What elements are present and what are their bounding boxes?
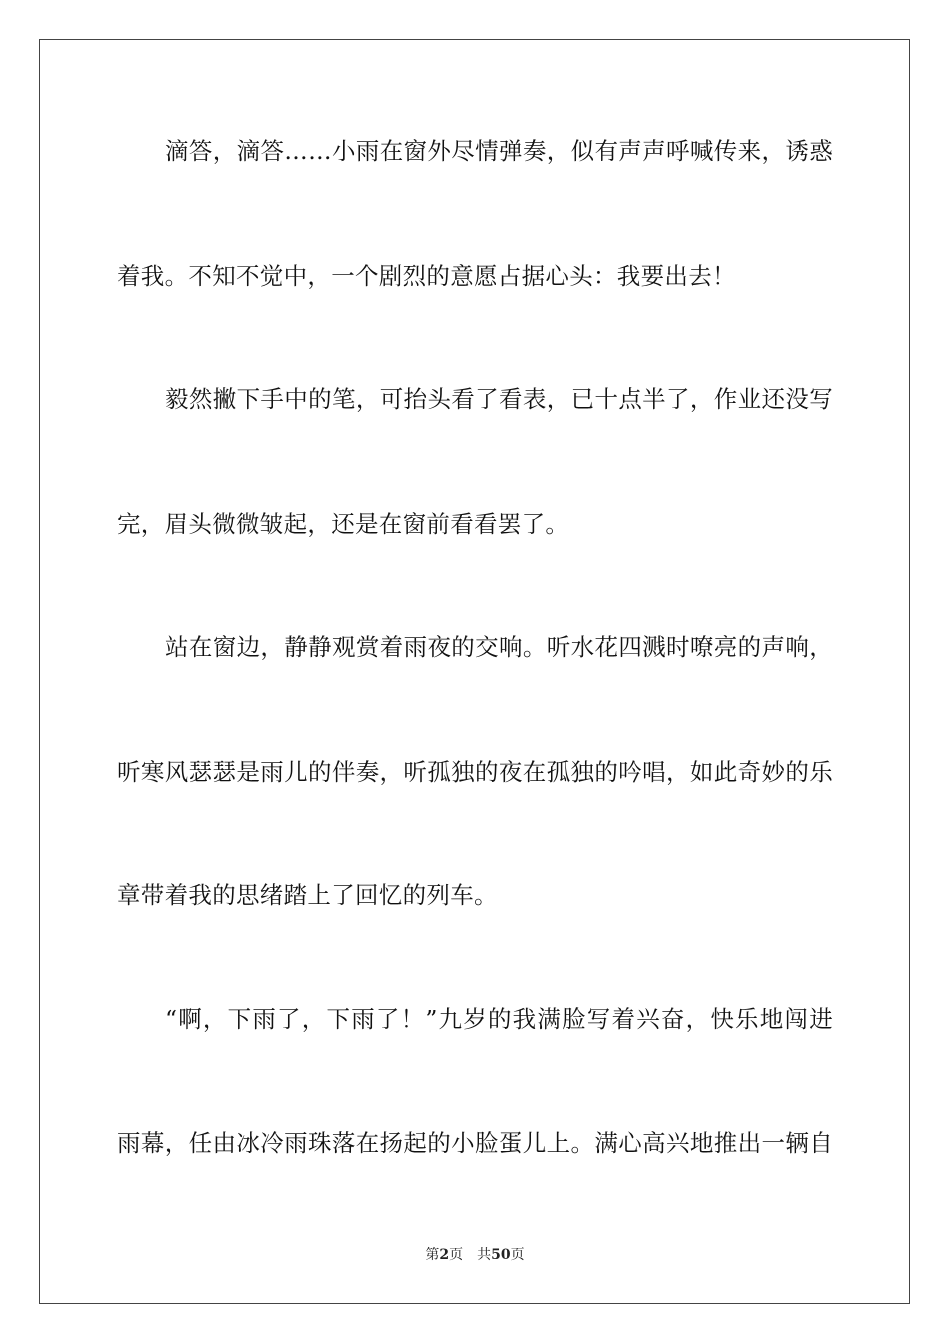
text-line: 完，眉头微微皱起，还是在窗前看看罢了。 bbox=[117, 510, 570, 538]
page-border bbox=[39, 39, 910, 1304]
page-footer bbox=[0, 1246, 950, 1264]
text-line: 雨幕，任由冰冷雨珠落在扬起的小脸蛋儿上。满心高兴地推出一辆自 bbox=[117, 1129, 833, 1157]
text-line: 着我。不知不觉中，一个剧烈的意愿占据心头：我要出去！ bbox=[117, 262, 736, 290]
text-line: 听寒风瑟瑟是雨儿的伴奏，听孤独的夜在孤独的吟唱，如此奇妙的乐 bbox=[117, 758, 833, 786]
footer-page-prefix: 第 bbox=[425, 1247, 440, 1263]
footer-total-pages: 50 bbox=[491, 1247, 511, 1263]
text-line: 章带着我的思绪踏上了回忆的列车。 bbox=[117, 881, 498, 909]
text-line: 滴答，滴答……小雨在窗外尽情弹奏，似有声声呼喊传来，诱惑 bbox=[165, 137, 833, 165]
footer-total-prefix: 共 bbox=[477, 1247, 492, 1263]
footer-page-suffix: 页 bbox=[449, 1247, 464, 1263]
text-line: 站在窗边，静静观赏着雨夜的交响。听水花四溅时嘹亮的声响， bbox=[165, 633, 833, 661]
text-line: “啊，下雨了，下雨了！”九岁的我满脸写着兴奋，快乐地闯进 bbox=[165, 1005, 833, 1033]
text-line: 毅然撇下手中的笔，可抬头看了看表，已十点半了，作业还没写 bbox=[165, 385, 833, 413]
footer-total-suffix: 页 bbox=[510, 1247, 525, 1263]
footer-page-number: 2 bbox=[439, 1247, 450, 1263]
